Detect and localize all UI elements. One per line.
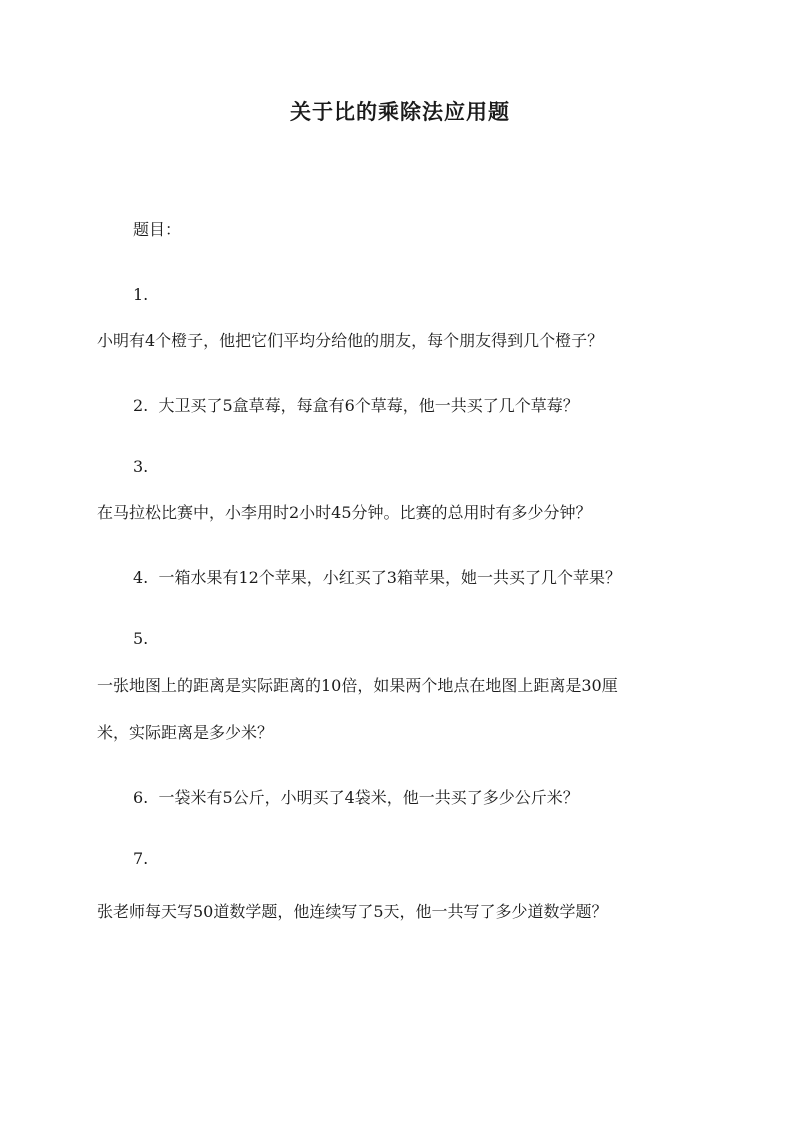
question-3-number: 3. xyxy=(133,457,149,476)
question-5-text-line2: 米，实际距离是多少米？ xyxy=(97,723,274,742)
question-2 xyxy=(133,394,579,418)
question-6-text: 一袋米有5公斤，小明买了4袋米，他一共买了多少公斤米？ xyxy=(158,788,579,807)
document-title: 关于比的乘除法应用题 xyxy=(290,99,510,124)
question-7-number: 7. xyxy=(133,849,149,868)
question-5-text-line1: 一张地图上的距离是实际距离的10倍，如果两个地点在地图上距离是30厘 xyxy=(97,676,618,695)
question-7-text: 张老师每天写50道数学题，他连续写了5天，他一共写了多少道数学题？ xyxy=(97,902,608,921)
question-4-text: 一箱水果有12个苹果，小红买了3箱苹果，她一共买了几个苹果？ xyxy=(158,568,621,587)
question-4 xyxy=(133,566,621,590)
question-5-number: 5. xyxy=(133,629,149,648)
question-1-number: 1. xyxy=(133,285,149,304)
question-2-number: 2. xyxy=(133,396,149,415)
question-6 xyxy=(133,786,579,810)
questions-heading: 题目： xyxy=(133,220,182,239)
question-4-number: 4. xyxy=(133,568,149,587)
question-6-number: 6. xyxy=(133,788,149,807)
question-2-text: 大卫买了5盒草莓，每盒有6个草莓，他一共买了几个草莓？ xyxy=(158,396,579,415)
question-3-text: 在马拉松比赛中，小李用时2小时45分钟。比赛的总用时有多少分钟？ xyxy=(97,503,592,522)
question-1-text: 小明有4个橙子，他把它们平均分给他的朋友，每个朋友得到几个橙子？ xyxy=(97,331,604,350)
